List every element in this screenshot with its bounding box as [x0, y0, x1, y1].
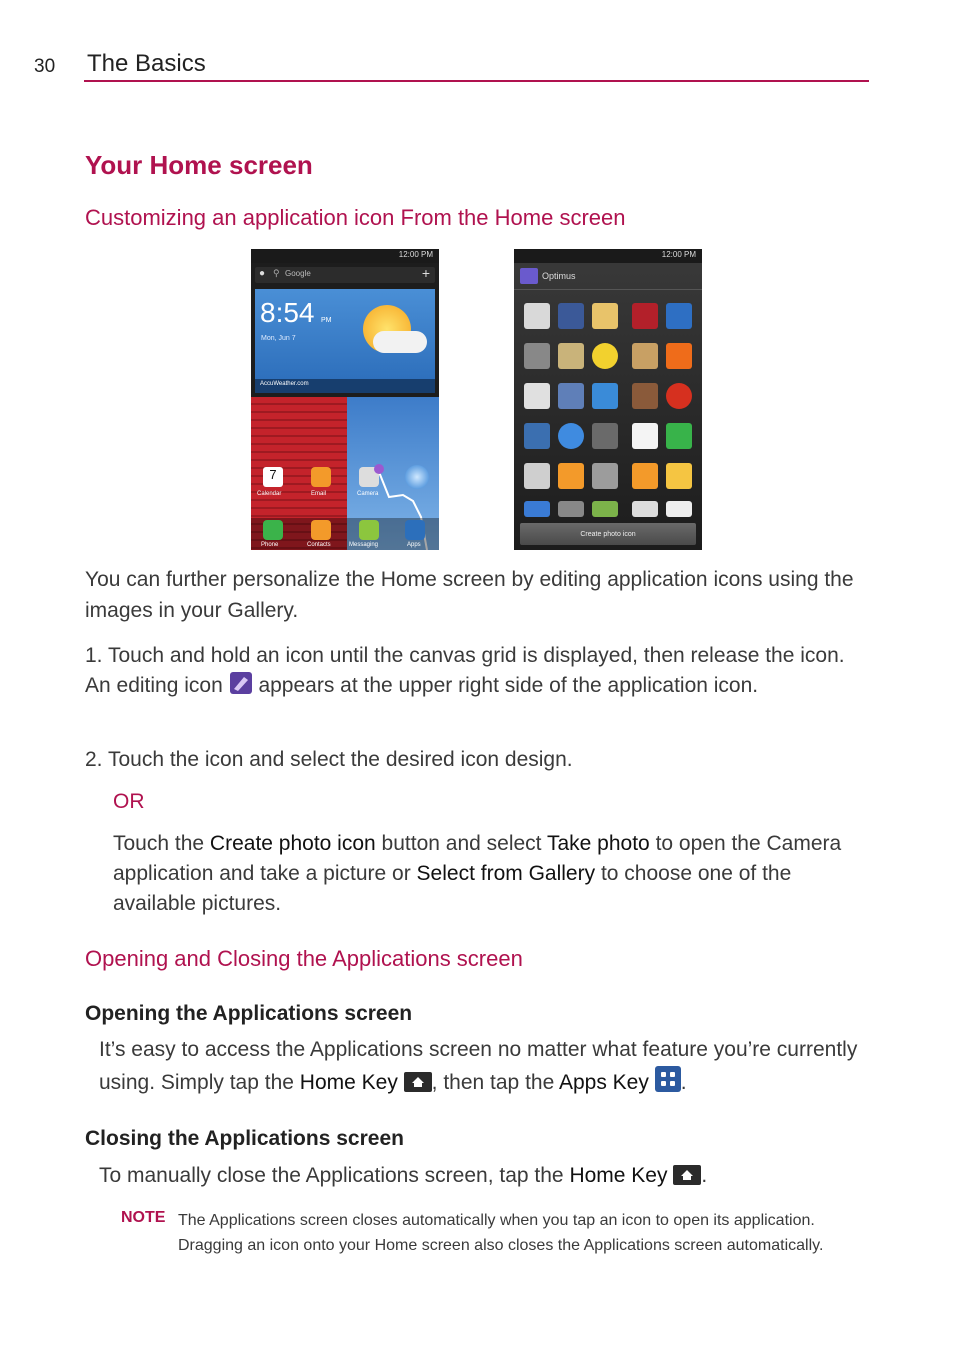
opening-paragraph: It’s easy to access the Applications screen no matter what feature you’re currently using. Simply tap the Home Key , then tap the Apps Key .	[99, 1038, 858, 1094]
email-icon	[311, 467, 331, 487]
header-rule	[84, 80, 869, 82]
alt-instructions: Touch the Create photo icon button and select Take photo to open the Camera application and take a picture or Select from Gallery to choose one of the available pictures.	[113, 832, 842, 915]
home-key-icon	[404, 1072, 432, 1092]
home-key-icon-2	[673, 1165, 701, 1185]
or-label: OR	[113, 790, 145, 813]
create-photo-icon-button[interactable]: Create photo icon	[520, 523, 696, 545]
calendar-icon: 7	[263, 467, 283, 487]
note-text: The Applications screen closes automatically when you tap an icon to open its application. Dragging an icon onto your Home screen also closes the Applications screen automatically.	[178, 1212, 824, 1254]
editing-icon	[229, 671, 253, 695]
closing-paragraph: To manually close the Applications screen, tap the Home Key .	[99, 1164, 708, 1187]
optimus-logo-icon	[520, 268, 538, 284]
step-2: 2. Touch the icon and select the desired icon design.	[85, 748, 573, 771]
icon-grid-screenshot: 12:00 PM Optimus Create photo icon	[514, 249, 702, 550]
apps-grid-icon	[405, 520, 425, 540]
page-number: 30	[34, 56, 56, 77]
opening-heading: Opening the Applications screen	[85, 1002, 413, 1025]
section-title: The Basics	[87, 50, 206, 77]
customize-heading: Customizing an application icon From the Home screen	[85, 205, 626, 230]
open-close-heading: Opening and Closing the Applications screen	[85, 946, 523, 971]
clock-weather-widget: 8:54 PM Mon, Jun 7 AccuWeather.com	[255, 289, 435, 393]
apps-key-icon	[655, 1066, 681, 1092]
cloud-icon	[373, 331, 427, 353]
home-screen-screenshot: 12:00 PM ● ⚲ Google + 8:54 PM Mon, Jun 7 AccuWeather.com 7 Calendar Email Camera Phone Contacts Messaging Apps	[251, 249, 439, 550]
messaging-icon	[359, 520, 379, 540]
intro-paragraph: You can further personalize the Home screen by editing application icons using the images in your Gallery.	[85, 568, 854, 622]
step-1: 1. Touch and hold an icon until the canvas grid is displayed, then release the icon. An editing icon appears at the upper right side of the application icon.	[85, 644, 845, 697]
closing-heading: Closing the Applications screen	[85, 1127, 404, 1150]
phone-icon	[263, 520, 283, 540]
contacts-icon	[311, 520, 331, 540]
search-icon: ⚲	[273, 268, 280, 278]
mic-icon: ●	[259, 268, 266, 279]
note-label: NOTE	[121, 1209, 166, 1226]
page-title: Your Home screen	[85, 150, 313, 180]
icon-grid	[514, 297, 702, 517]
